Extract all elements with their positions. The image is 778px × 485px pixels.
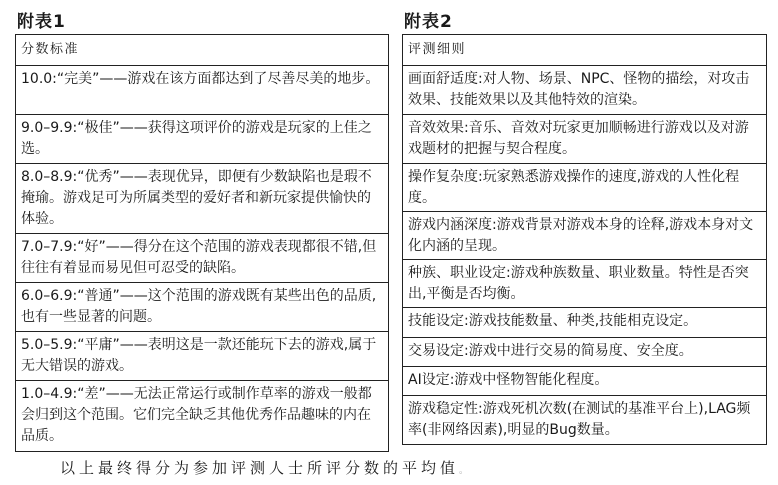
table-row: 游戏稳定性:游戏死机次数(在测试的基准平台上),LAG频率(非网络因素),明显的Bug数量。	[403, 395, 766, 444]
table-row: 7.0–7.9:“好”——得分在这个范围的游戏表现都很不错,但往往有着显而易见但可忍受的缺陷。	[16, 233, 388, 282]
table1-caption: 附表1	[17, 12, 66, 32]
table-row: 交易设定:游戏中进行交易的简易度、安全度。	[403, 337, 766, 366]
score-standard-table	[15, 34, 389, 452]
table-row: 技能设定:游戏技能数量、种类,技能相克设定。	[403, 307, 766, 337]
table-row: 音效效果:音乐、音效对玩家更加顺畅进行游戏以及对游戏题材的把握与契合程度。	[403, 114, 766, 163]
table-row: 5.0–5.9:“平庸”——表明这是一款还能玩下去的游戏,属于无大错误的游戏。	[16, 331, 388, 380]
footer-note	[60, 457, 468, 478]
footer-note-text: 以上最终得分为参加评测人士所评分数的平均值	[60, 459, 460, 477]
table-row: 1.0–4.9:“差”——无法正常运行或制作草率的游戏一般都会归到这个范围。它们完全缺乏其他优秀作品趣味的内在品质。	[16, 380, 388, 451]
table-row: AI设定:游戏中怪物智能化程度。	[403, 366, 766, 395]
table-row: 10.0:“完美”——游戏在该方面都达到了尽善尽美的地步。	[16, 65, 388, 114]
table-row: 8.0–8.9:“优秀”——表现优异，即便有少数缺陷也是瑕不掩瑜。游戏足可为所属类型的爱好者和新玩家提供愉快的体验。	[16, 163, 388, 233]
table2-caption: 附表2	[404, 12, 453, 32]
table-row: 操作复杂度:玩家熟悉游戏操作的速度,游戏的人性化程度。	[403, 163, 766, 211]
table-row: 画面舒适度:对人物、场景、NPC、怪物的描绘，对攻击效果、技能效果以及其他特效的渲染。	[403, 65, 766, 114]
table-row: 6.0–6.9:“普通”——这个范围的游戏既有某些出色的品质,也有一些显著的问题。	[16, 282, 388, 331]
table-row: 种族、职业设定:游戏种族数量、职业数量。特性是否突出,平衡是否均衡。	[403, 259, 766, 307]
table-header: 分数标准	[21, 42, 80, 57]
table-row: 游戏内涵深度:游戏背景对游戏本身的诠释,游戏本身对文化内涵的呈现。	[403, 211, 766, 259]
table-row: 9.0–9.9:“极佳”——获得这项评价的游戏是玩家的上佳之选。	[16, 114, 388, 163]
footer-end-mark: 。	[459, 466, 469, 476]
table-header: 评测细则	[408, 42, 467, 57]
evaluation-details-table	[402, 34, 767, 445]
